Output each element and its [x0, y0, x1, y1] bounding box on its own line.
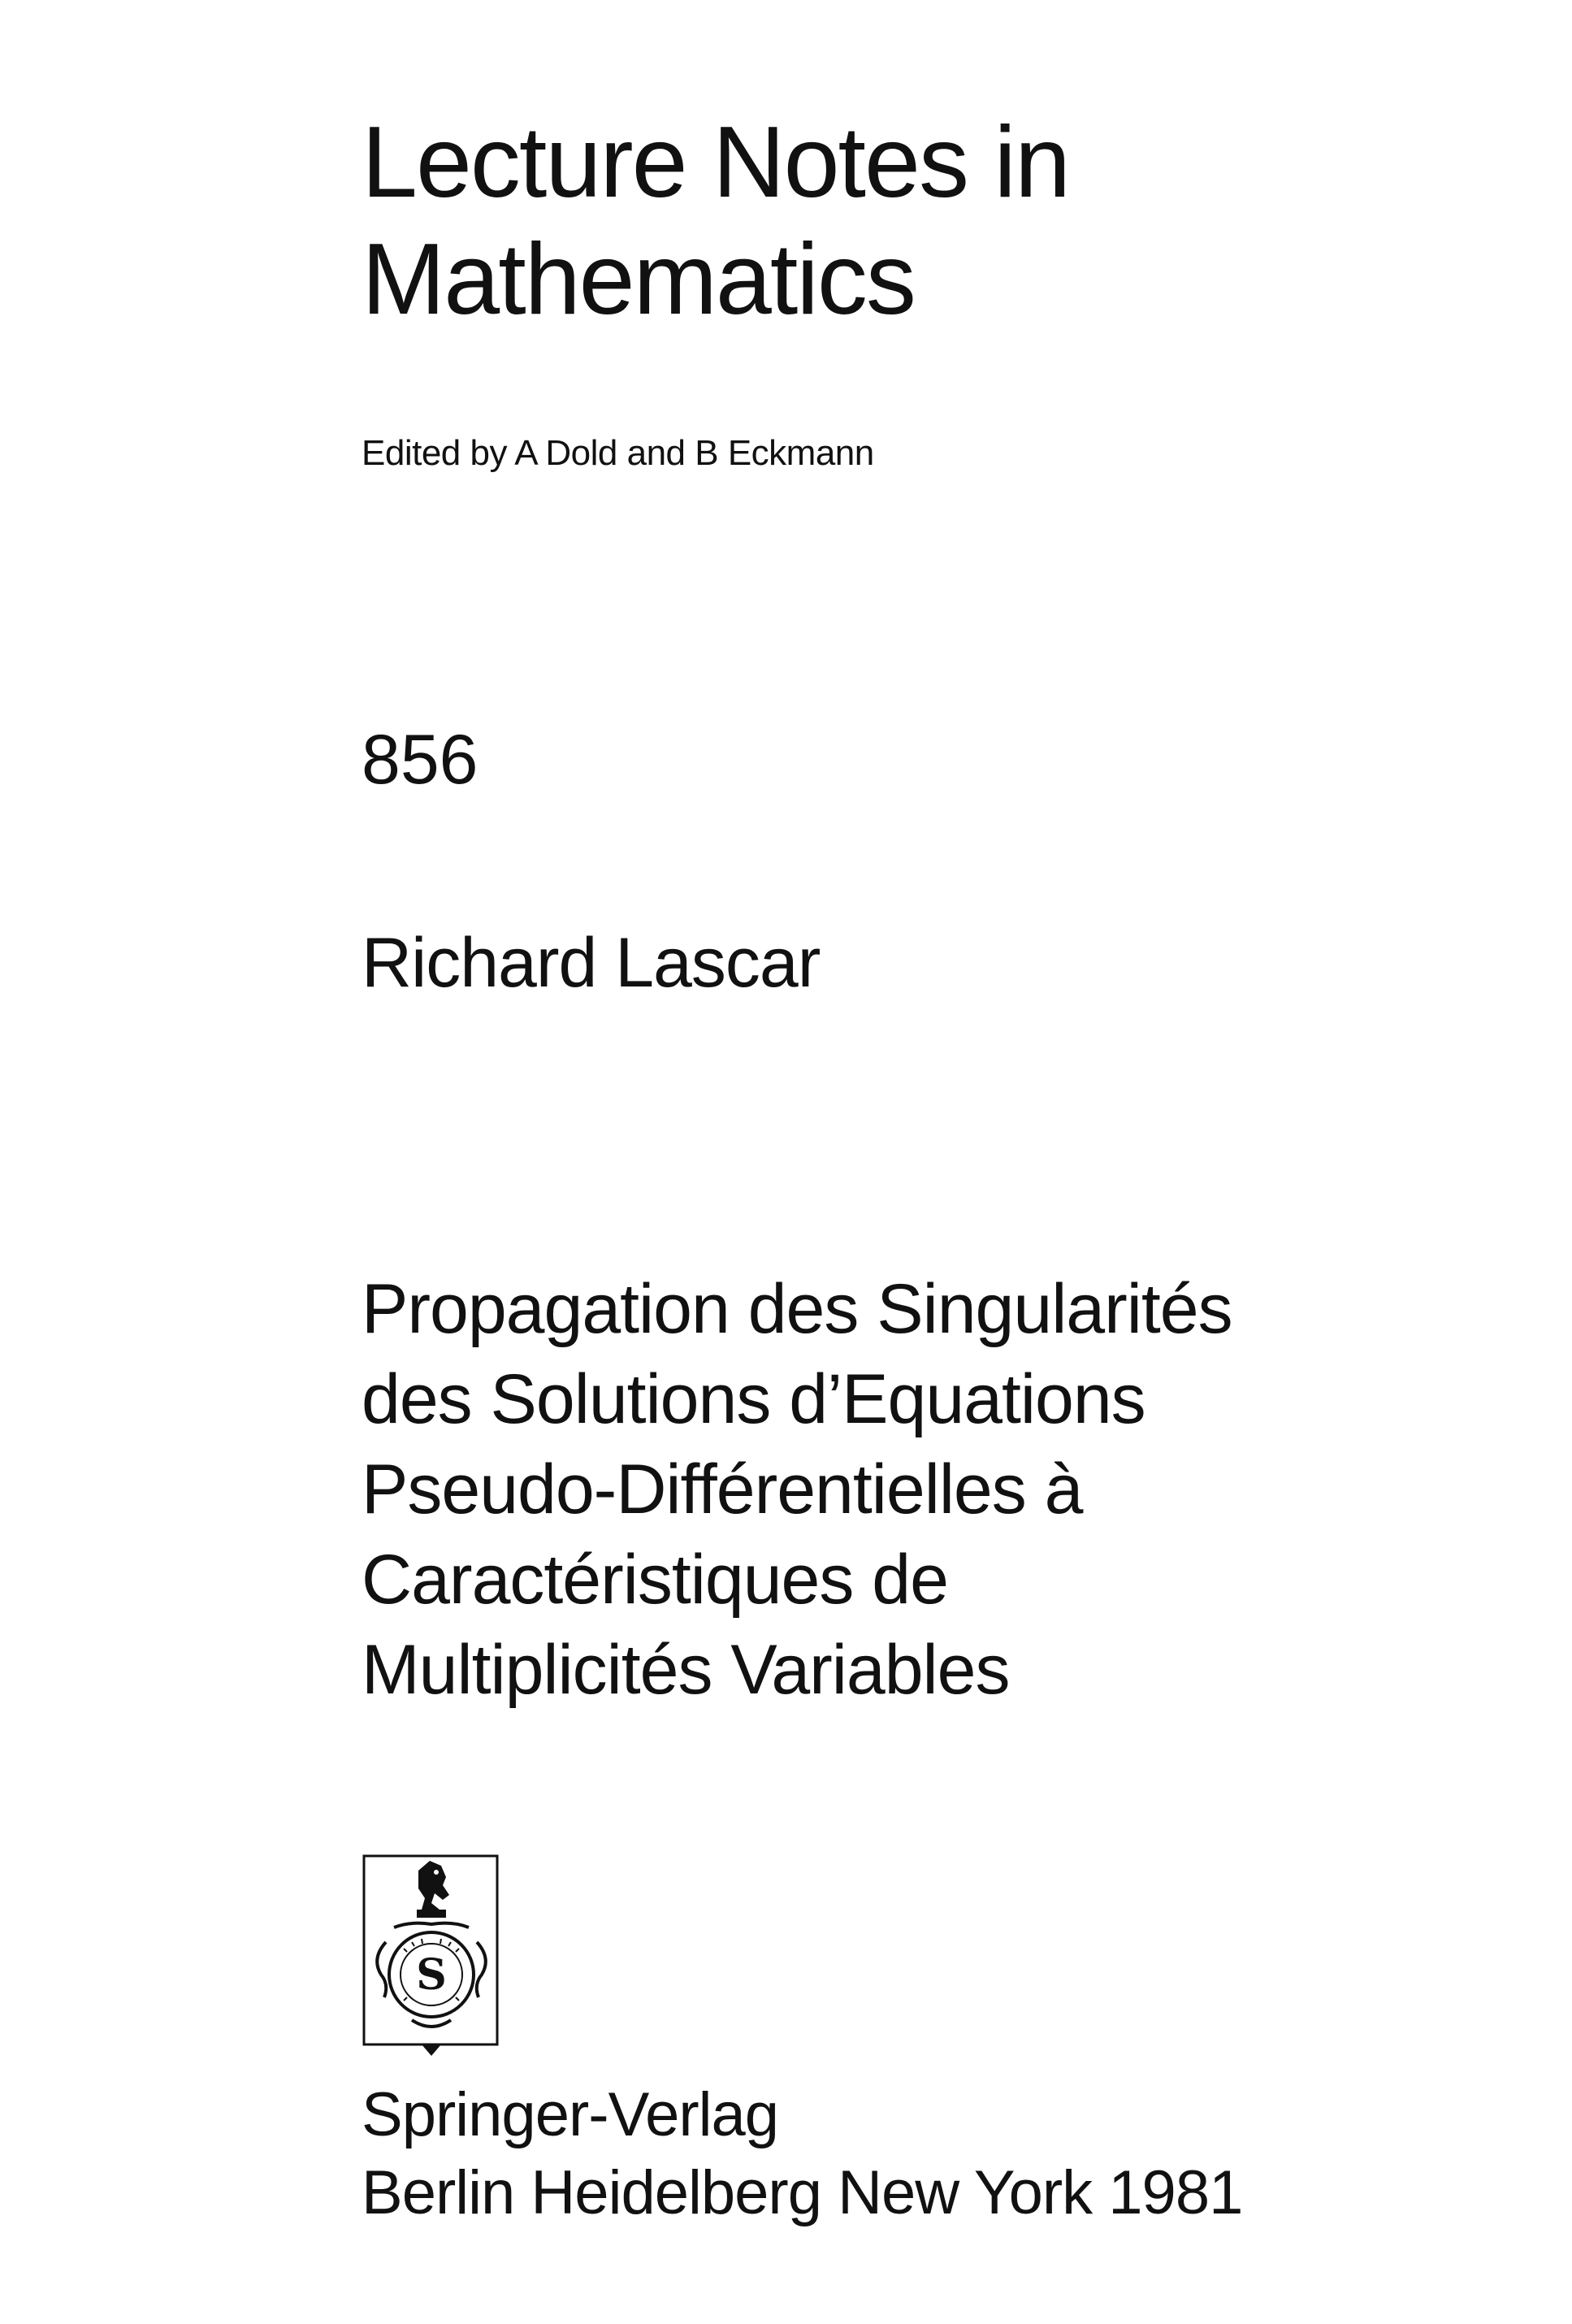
author-name: Richard Lascar: [362, 924, 821, 1002]
publisher-name: Springer-Verlag: [362, 2080, 779, 2149]
series-title: [362, 104, 1069, 338]
series-title-line-2: Mathematics: [362, 223, 915, 336]
publisher: [362, 2076, 1242, 2232]
svg-text:S: S: [416, 1950, 447, 2000]
book-title-line-2: des Solutions d’Equations: [362, 1360, 1145, 1438]
series-title-line-1: Lecture Notes in: [362, 106, 1069, 219]
book-title-line-3: Pseudo-Différentielles à: [362, 1450, 1083, 1528]
volume-number: 856: [362, 721, 479, 799]
book-title-line-4: Caractéristiques de: [362, 1541, 948, 1619]
publisher-imprint: Berlin Heidelberg New York 1981: [362, 2158, 1243, 2227]
springer-knight-logo-icon: [362, 1853, 501, 2060]
series-editors: Edited by A Dold and B Eckmann: [362, 433, 874, 473]
book-title-line-1: Propagation des Singularités: [362, 1270, 1232, 1348]
book-title-line-5: Multiplicités Variables: [362, 1631, 1010, 1709]
book-title: [362, 1264, 1232, 1715]
